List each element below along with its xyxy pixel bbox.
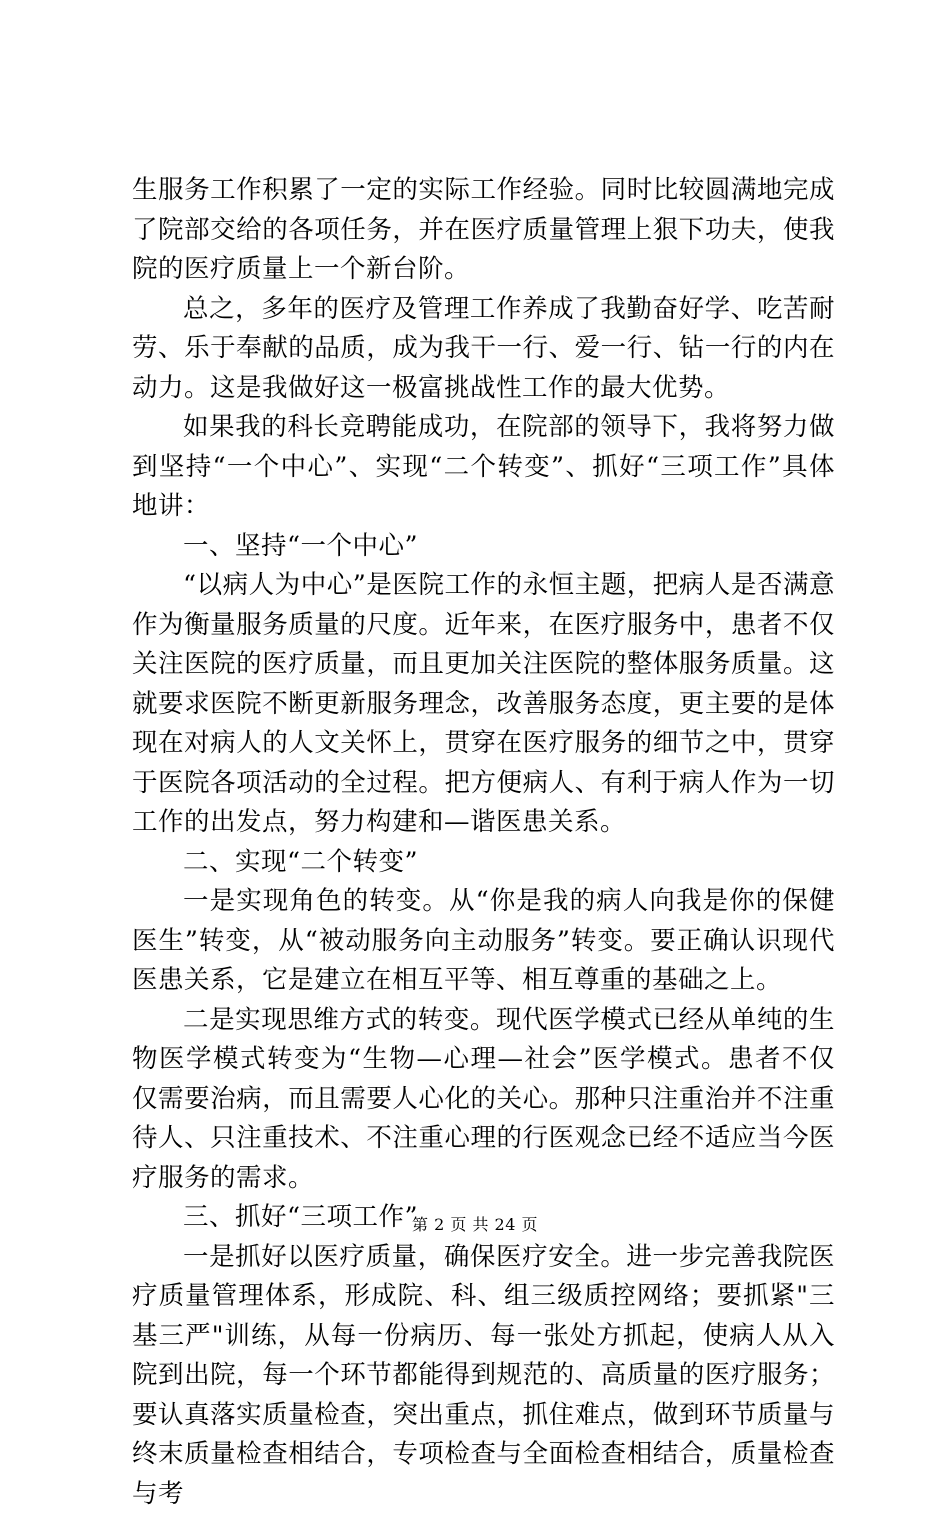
paragraph-continuation: 生服务工作积累了一定的实际工作经验。同时比较圆满地完成了院部交给的各项任务，并在医疗质量管理上狠下功夫，使我院的医疗质量上一个新台阶。 <box>132 171 835 290</box>
document-body <box>132 171 835 1514</box>
paragraph-plan-intro: 如果我的科长竞聘能成功，在院部的领导下，我将努力做到坚持“一个中心”、实现“二个转变”、抓好“三项工作”具体地讲： <box>132 408 835 527</box>
paragraph-summary: 总之，多年的医疗及管理工作养成了我勤奋好学、吃苦耐劳、乐于奉献的品质，成为我干一行、爱一行、钻一行的内在动力。这是我做好这一极富挑战性工作的最大优势。 <box>132 290 835 409</box>
section-heading-three: 三、抓好“三项工作” <box>132 1198 835 1238</box>
paragraph-patient-centered: “以病人为中心”是医院工作的永恒主题，把病人是否满意作为衡量服务质量的尺度。近年来，在医疗服务中，患者不仅关注医院的医疗质量，而且更加关注医院的整体服务质量。这就要求医院不断更新服务理念，改善服务态度，更主要的是体现在对病人的人文关怀上，贯穿在医疗服务的细节之中，贯穿于医院各项活动的全过程。把方便病人、有利于病人作为一切工作的出发点，努力构建和—谐医患关系。 <box>132 566 835 843</box>
paragraph-quality-safety: 一是抓好以医疗质量，确保医疗安全。进一步完善我院医疗质量管理体系，形成院、科、组三级质控网络；要抓紧"三基三严"训练，从每一份病历、每一张处方抓起，使病人从入院到出院，每一个环节都能得到规范的、高质量的医疗服务；要认真落实质量检查，突出重点，抓住难点，做到环节质量与终末质量检查相结合，专项检查与全面检查相结合，质量检查与考 <box>132 1238 835 1514</box>
section-heading-one: 一、坚持“一个中心” <box>132 527 835 567</box>
page-number: 第 2 页 共 24 页 <box>412 1215 538 1234</box>
section-heading-two: 二、实现“二个转变” <box>132 843 835 883</box>
paragraph-role-change: 一是实现角色的转变。从“你是我的病人向我是你的保健医生”转变，从“被动服务向主动服务”转变。要正确认识现代医患关系，它是建立在相互平等、相互尊重的基础之上。 <box>132 882 835 1001</box>
page-footer <box>0 1215 950 1235</box>
paragraph-thinking-change: 二是实现思维方式的转变。现代医学模式已经从单纯的生物医学模式转变为“生物—心理—社会”医学模式。患者不仅仅需要治病，而且需要人心化的关心。那种只注重治并不注重待人、只注重技术、不注重心理的行医观念已经不适应当今医疗服务的需求。 <box>132 1001 835 1199</box>
